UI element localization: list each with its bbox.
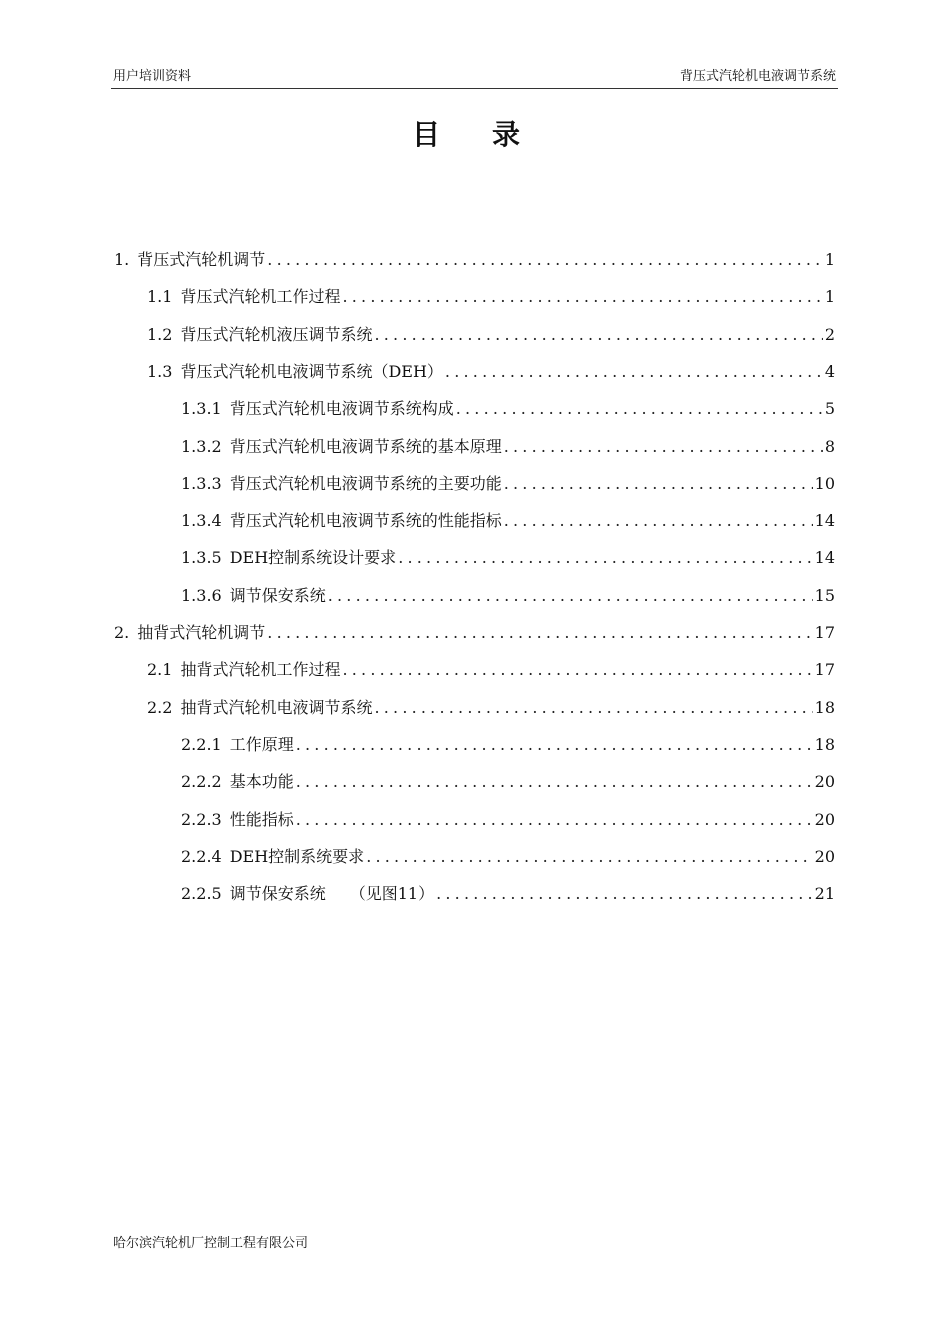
toc-entry[interactable] <box>181 465 835 502</box>
toc-entry-page: 15 <box>814 585 835 605</box>
header-right-text: 背压式汽轮机电液调节系统 <box>679 69 836 84</box>
toc-entry-title: 抽背式汽轮机电液调节系统 <box>180 697 373 717</box>
toc-entry-number: 2.2.5 <box>181 884 222 904</box>
toc-entry-number: 2.2 <box>147 697 173 717</box>
toc-entry-page: 1 <box>824 250 835 269</box>
toc-entry-page: 18 <box>814 697 835 717</box>
toc-entry[interactable] <box>114 614 835 651</box>
toc-entry-title: 调节保安系统 （见图11） <box>229 884 435 904</box>
toc-dot-leader <box>398 539 812 576</box>
page-title: 目录 <box>411 118 572 151</box>
toc-entry-number: 2.1 <box>147 660 173 680</box>
toc-entry-page: 5 <box>824 399 835 419</box>
toc-entry[interactable] <box>181 838 835 875</box>
toc-dot-leader <box>296 726 813 763</box>
toc-entry[interactable] <box>181 502 835 539</box>
toc-entry-number: 1.3.1 <box>181 399 222 419</box>
toc-entry-page: 20 <box>814 809 835 829</box>
toc-entry-page: 20 <box>814 772 835 792</box>
toc-entry-number: 1.3.4 <box>181 511 222 531</box>
toc-entry-title: 性能指标 <box>229 809 294 829</box>
toc-entry[interactable] <box>181 390 835 427</box>
toc-entry-title: 基本功能 <box>229 772 294 792</box>
toc-entry-title: 背压式汽轮机调节 <box>137 250 266 269</box>
toc-entry-number: 1.3.6 <box>181 585 222 605</box>
header-left-text: 用户培训资料 <box>113 69 192 84</box>
toc-entry-page: 17 <box>814 623 835 642</box>
toc-dot-leader <box>342 278 822 315</box>
toc-entry[interactable] <box>147 689 835 726</box>
toc-entry-number: 1.3 <box>147 361 173 381</box>
toc-dot-leader <box>267 241 823 278</box>
toc-entry-title: 背压式汽轮机电液调节系统的基本原理 <box>229 436 502 456</box>
toc-dot-leader <box>445 353 823 390</box>
toc-entry-title: DEH控制系统要求 <box>229 846 365 866</box>
toc-dot-leader <box>374 689 812 726</box>
toc-entry-page: 14 <box>814 548 835 568</box>
toc-entry-number: 2.2.2 <box>181 772 222 792</box>
toc-entry-number: 2.2.1 <box>181 734 222 754</box>
toc-entry-number: 2.2.4 <box>181 846 222 866</box>
toc-entry-title: 背压式汽轮机电液调节系统构成 <box>229 399 454 419</box>
toc-entry-title: 背压式汽轮机液压调节系统 <box>180 324 373 344</box>
toc-entry-title: 背压式汽轮机工作过程 <box>180 287 341 307</box>
toc-entry-title: 工作原理 <box>229 734 294 754</box>
toc-entry-number: 2.2.3 <box>181 809 222 829</box>
toc-dot-leader <box>456 390 823 427</box>
toc-dot-leader <box>342 651 812 688</box>
toc-entry-number: 1.2 <box>147 324 173 344</box>
toc-entry[interactable] <box>147 353 835 390</box>
toc-dot-leader <box>267 614 812 651</box>
toc-dot-leader <box>436 875 813 912</box>
toc-entry[interactable] <box>181 726 835 763</box>
page-footer: 哈尔滨汽轮机厂控制工程有限公司 <box>113 1236 309 1251</box>
toc-entry-page: 20 <box>814 846 835 866</box>
toc-entry-page: 18 <box>814 734 835 754</box>
toc-dot-leader <box>296 763 813 800</box>
toc-entry[interactable] <box>147 651 835 688</box>
toc-entry-title: 抽背式汽轮机工作过程 <box>180 660 341 680</box>
toc-dot-leader <box>504 502 813 539</box>
toc-dot-leader <box>328 577 813 614</box>
toc-entry-page: 8 <box>824 436 835 456</box>
toc-entry[interactable] <box>181 763 835 800</box>
toc-entry-number: 2. <box>114 623 130 642</box>
toc-entry[interactable] <box>181 875 835 912</box>
toc-dot-leader <box>296 801 813 838</box>
toc-entry-title: 背压式汽轮机电液调节系统的主要功能 <box>229 473 502 493</box>
toc-entry-page: 1 <box>824 287 835 307</box>
toc-entry-title: 调节保安系统 <box>229 585 326 605</box>
page-header <box>111 66 838 89</box>
toc-entry-page: 4 <box>824 361 835 381</box>
toc-entry-number: 1.3.3 <box>181 473 222 493</box>
toc-entry[interactable] <box>181 577 835 614</box>
toc-entry[interactable] <box>147 316 835 353</box>
toc-entry-page: 10 <box>814 473 835 493</box>
toc-entry-title: 背压式汽轮机电液调节系统（DEH） <box>180 361 443 381</box>
toc-entry-page: 2 <box>824 324 835 344</box>
toc-entry[interactable] <box>181 801 835 838</box>
toc-entry[interactable] <box>114 241 835 278</box>
toc-entry-title: 抽背式汽轮机调节 <box>137 623 266 642</box>
toc-entry-number: 1. <box>114 250 130 269</box>
toc-entry-page: 21 <box>814 884 835 904</box>
toc-entry-page: 17 <box>814 660 835 680</box>
toc-entry-title: 背压式汽轮机电液调节系统的性能指标 <box>229 511 502 531</box>
toc-dot-leader <box>504 428 823 465</box>
toc-entry-number: 1.3.5 <box>181 548 222 568</box>
toc-entry[interactable] <box>181 428 835 465</box>
toc-dot-leader <box>504 465 813 502</box>
toc-dot-leader <box>366 838 812 875</box>
toc-dot-leader <box>374 316 822 353</box>
toc-entry[interactable] <box>147 278 835 315</box>
toc-entry-number: 1.1 <box>147 287 173 307</box>
toc-entry[interactable] <box>181 539 835 576</box>
toc-entry-title: DEH控制系统设计要求 <box>229 548 397 568</box>
toc-entry-page: 14 <box>814 511 835 531</box>
toc-entry-number: 1.3.2 <box>181 436 222 456</box>
